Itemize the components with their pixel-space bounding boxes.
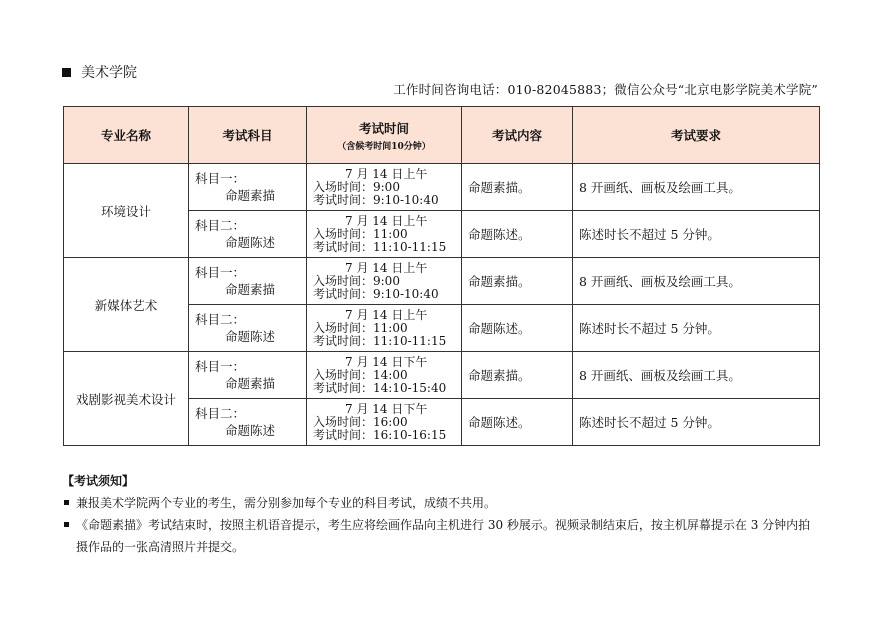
subject-cell — [189, 211, 307, 258]
table-row — [64, 258, 820, 305]
table-header-row — [64, 107, 820, 164]
subject-name: 命题素描 — [225, 282, 276, 297]
exam-schedule-table — [63, 106, 820, 446]
subject-label: 科目一： — [195, 171, 246, 186]
requirement-cell: 陈述时长不超过 5 分钟。 — [573, 211, 820, 258]
major-name: 新媒体艺术 — [64, 258, 189, 352]
subject-cell — [189, 305, 307, 352]
exam-date: 7 月 14 日上午 — [345, 260, 428, 275]
time-cell — [307, 164, 462, 211]
section-title-text: 美术学院 — [81, 65, 137, 81]
requirement-cell: 陈述时长不超过 5 分钟。 — [573, 399, 820, 446]
content-cell: 命题素描。 — [462, 164, 573, 211]
content-cell: 命题陈述。 — [462, 305, 573, 352]
subject-label: 科目二： — [195, 312, 246, 327]
exam-date: 7 月 14 日上午 — [345, 307, 428, 322]
note-item: 兼报美术学院两个专业的考生，需分别参加每个专业的科目考试，成绩不共用。 — [62, 492, 822, 514]
subject-name: 命题素描 — [225, 188, 276, 203]
content-cell: 命题陈述。 — [462, 399, 573, 446]
square-bullet-icon — [62, 68, 71, 77]
exam-time: 考试时间：9:10-10:40 — [313, 286, 439, 301]
content-cell: 命题素描。 — [462, 352, 573, 399]
time-cell — [307, 399, 462, 446]
time-cell — [307, 305, 462, 352]
header-time-note: （含候考时间10分钟） — [337, 141, 431, 152]
header-time — [307, 107, 462, 164]
requirement-cell: 8 开画纸、画板及绘画工具。 — [573, 352, 820, 399]
exam-time: 考试时间：11:10-11:15 — [313, 333, 447, 348]
header-time-label: 考试时间 — [358, 120, 409, 136]
exam-time: 考试时间：9:10-10:40 — [313, 192, 439, 207]
subject-cell — [189, 258, 307, 305]
header-subject: 考试科目 — [189, 107, 307, 164]
exam-date: 7 月 14 日下午 — [345, 401, 428, 416]
content-cell: 命题素描。 — [462, 258, 573, 305]
exam-date: 7 月 14 日上午 — [345, 213, 428, 228]
subject-cell — [189, 399, 307, 446]
entry-time: 入场时间：11:00 — [313, 226, 408, 241]
subject-label: 科目一： — [195, 265, 246, 280]
entry-time: 入场时间：11:00 — [313, 320, 408, 335]
entry-time: 入场时间：9:00 — [313, 273, 400, 288]
subject-name: 命题陈述 — [225, 423, 276, 438]
time-cell — [307, 211, 462, 258]
table-row — [64, 352, 820, 399]
notes-list — [62, 492, 822, 558]
subject-name: 命题陈述 — [225, 235, 276, 250]
time-cell — [307, 352, 462, 399]
contact-info: 工作时间咨询电话：010-82045883；微信公众号“北京电影学院美术学院” — [393, 82, 818, 97]
header-content: 考试内容 — [462, 107, 573, 164]
subject-label: 科目一： — [195, 359, 246, 374]
requirement-cell: 陈述时长不超过 5 分钟。 — [573, 305, 820, 352]
major-name: 环境设计 — [64, 164, 189, 258]
entry-time: 入场时间：16:00 — [313, 414, 408, 429]
note-item: 《命题素描》考试结束时，按照主机语音提示，考生应将绘画作品向主机进行 30 秒展示。视频录制结束后，按主机屏幕提示在 3 分钟内拍摄作品的一张高清照片并提交。 — [62, 514, 822, 558]
subject-cell — [189, 352, 307, 399]
subject-cell — [189, 164, 307, 211]
section-title — [62, 62, 137, 82]
exam-time: 考试时间：14:10-15:40 — [313, 380, 447, 395]
major-name: 戏剧影视美术设计 — [64, 352, 189, 446]
header-major: 专业名称 — [64, 107, 189, 164]
subject-label: 科目二： — [195, 218, 246, 233]
subject-name: 命题陈述 — [225, 329, 276, 344]
notes-title: 【考试须知】 — [62, 474, 135, 488]
header-requirement: 考试要求 — [573, 107, 820, 164]
exam-date: 7 月 14 日下午 — [345, 354, 428, 369]
subject-label: 科目二： — [195, 406, 246, 421]
exam-notes — [62, 470, 822, 558]
table-row — [64, 164, 820, 211]
exam-time: 考试时间：16:10-16:15 — [313, 427, 447, 442]
exam-time: 考试时间：11:10-11:15 — [313, 239, 447, 254]
entry-time: 入场时间：14:00 — [313, 367, 408, 382]
content-cell: 命题陈述。 — [462, 211, 573, 258]
time-cell — [307, 258, 462, 305]
requirement-cell: 8 开画纸、画板及绘画工具。 — [573, 164, 820, 211]
subject-name: 命题素描 — [225, 376, 276, 391]
exam-date: 7 月 14 日上午 — [345, 166, 428, 181]
entry-time: 入场时间：9:00 — [313, 179, 400, 194]
requirement-cell: 8 开画纸、画板及绘画工具。 — [573, 258, 820, 305]
